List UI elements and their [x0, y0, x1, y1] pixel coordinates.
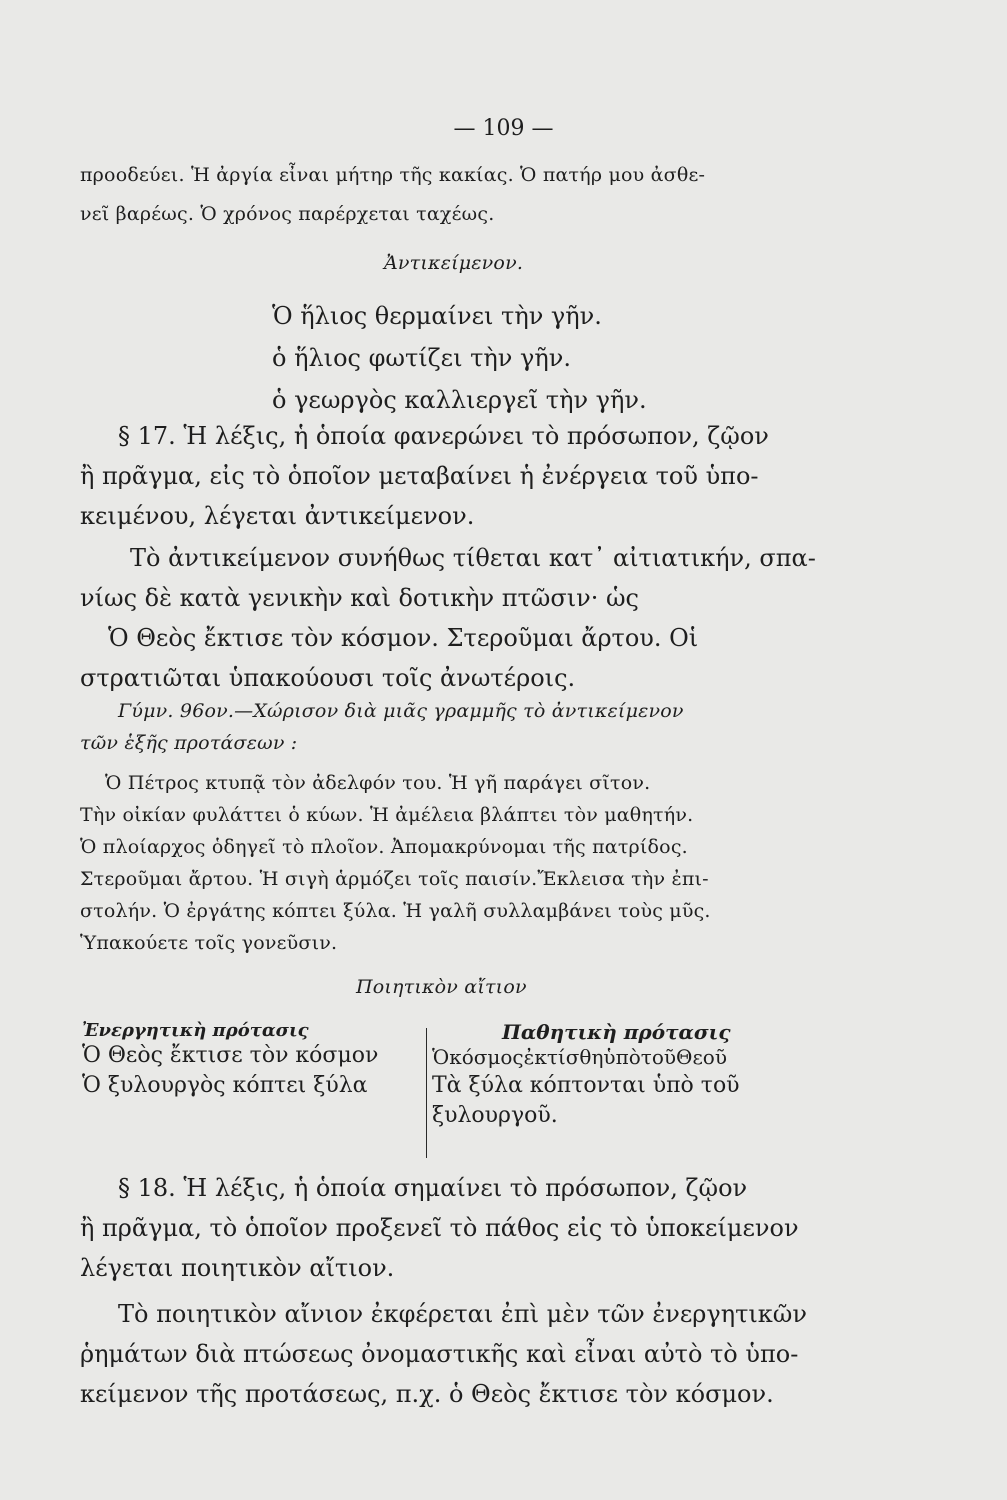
active-column — [82, 1020, 378, 1100]
section-17-line: νίως δὲ κατὰ γενικὴν καὶ δοτικὴν πτῶσιν· ὡς — [80, 584, 639, 612]
section-18-line: Τὸ ποιητικὸν αἴνιον ἐκφέρεται ἐπὶ μὲν τῶν ἐνεργητικῶν — [118, 1300, 807, 1328]
intro-line: νεῖ βαρέως. Ὁ χρόνος παρέρχεται ταχέως. — [80, 203, 495, 225]
example-line: ὁ γεωργὸς καλλιεργεῖ τὴν γῆν. — [272, 386, 647, 414]
section-18-line: λέγεται ποιητικὸν αἴτιον. — [80, 1254, 395, 1282]
passive-row: ὉκόσμοςἐκτίσθηὑπὸτοῦΘεοῦ — [432, 1045, 727, 1069]
active-row: Ὁ Θεὸς ἔκτισε τὸν κόσμον — [82, 1043, 379, 1068]
section-17-line: Ὁ Θεὸς ἔκτισε τὸν κόσμον. Στεροῦμαι ἄρτου. Οἱ — [108, 624, 699, 652]
active-header: Ἐνεργητικὴ πρότασις — [82, 1020, 309, 1041]
intro-line: προοδεύει. Ἡ ἀργία εἶναι μήτηρ τῆς κακίας. Ὁ πατήρ μου ἀσθε- — [80, 164, 706, 186]
section-17-line: Τὸ ἀντικείμενον συνήθως τίθεται κατ᾽ αἰτιατικήν, σπα- — [130, 544, 816, 572]
exercise-line: Ὁ Πέτρος κτυπᾷ τὸν ἀδελφόν του. Ἡ γῆ παράγει σῖτον. — [105, 772, 651, 794]
passive-column — [432, 1020, 740, 1130]
section-18-line: ἢ πρᾶγμα, τὸ ὁποῖον προξενεῖ τὸ πάθος εἰς τὸ ὑποκείμενον — [80, 1214, 799, 1242]
exercise-line: στολήν. Ὁ ἐργάτης κόπτει ξύλα. Ἡ γαλῆ συλλαμβάνει τοὺς μῦς. — [80, 900, 711, 922]
passive-row: ξυλουργοῦ. — [432, 1102, 558, 1128]
section-17-line: στρατιῶται ὑπακούουσι τοῖς ἀνωτέροις. — [80, 664, 576, 692]
section-17-line: κειμένου, λέγεται ἀντικείμενον. — [80, 502, 475, 530]
section-17-line: § 17. Ἡ λέξις, ἡ ὁποία φανερώνει τὸ πρόσωπον, ζῷον — [118, 422, 769, 450]
voice-comparison-table — [82, 1020, 812, 1160]
section-18-line: κείμενον τῆς προτάσεως, π.χ. ὁ Θεὸς ἔκτισε τὸν κόσμον. — [80, 1380, 774, 1408]
exercise-line: Ὑπακούετε τοῖς γονεῦσιν. — [80, 932, 338, 954]
section-18-line: § 18. Ἡ λέξις, ἡ ὁποία σημαίνει τὸ πρόσωπον, ζῷον — [118, 1174, 748, 1202]
exercise-line: Στεροῦμαι ἄρτου. Ἡ σιγὴ ἁρμόζει τοῖς παισίν.Ἔκλεισα τὴν ἐπι- — [80, 868, 709, 890]
exercise-title: τῶν ἑξῆς προτάσεων : — [80, 732, 298, 754]
column-divider — [426, 1028, 427, 1158]
agent-heading: Ποιητικὸν αἴτιον — [356, 976, 527, 998]
active-row: Ὁ ξυλουργὸς κόπτει ξύλα — [82, 1072, 368, 1098]
exercise-line: Τὴν οἰκίαν φυλάττει ὁ κύων. Ἡ ἀμέλεια βλάπτει τὸν μαθητήν. — [80, 804, 694, 826]
section-18-line: ῥημάτων διὰ πτώσεως ὀνομαστικῆς καὶ εἶναι αὐτὸ τὸ ὑπο- — [80, 1340, 799, 1368]
example-line: Ὁ ἥλιος θερμαίνει τὴν γῆν. — [272, 302, 602, 330]
exercise-title: Γύμν. 96ον.—Χώρισον διὰ μιᾶς γραμμῆς τὸ ἀντικείμενον — [118, 700, 684, 722]
section-17-line: ἢ πρᾶγμα, εἰς τὸ ὁποῖον μεταβαίνει ἡ ἐνέργεια τοῦ ὑπο- — [80, 462, 759, 490]
page-number: — 109 — — [453, 116, 554, 141]
exercise-line: Ὁ πλοίαρχος ὁδηγεῖ τὸ πλοῖον. Ἀπομακρύνομαι τῆς πατρίδος. — [80, 836, 688, 858]
object-heading: Ἀντικείμενον. — [384, 252, 524, 274]
example-line: ὁ ἥλιος φωτίζει τὴν γῆν. — [272, 344, 571, 372]
passive-header: Παθητικὴ πρότασις — [502, 1020, 731, 1044]
passive-row: Τὰ ξύλα κόπτονται ὑπὸ τοῦ — [432, 1073, 740, 1098]
